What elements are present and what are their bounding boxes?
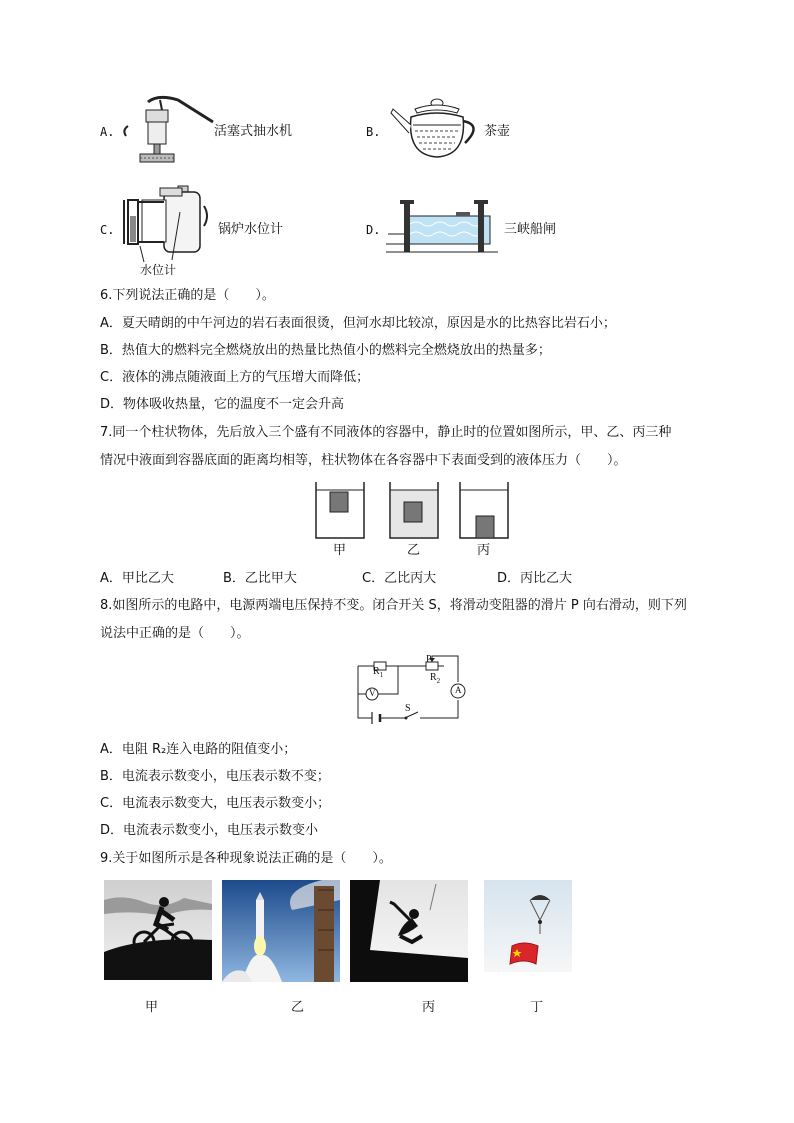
q5-option-c-label: 锅炉水位计 [218, 222, 284, 237]
q8-stem-line1: 8.如图所示的电路中，电源两端电压保持不变。闭合开关 S，将滑动变阻器的滑片 P 向右滑动，则下列 [100, 598, 687, 613]
q8-option-a: A．电阻 R₂连入电路的阻值变小； [100, 742, 297, 757]
container-jia [316, 482, 364, 538]
circuit-label-a: A [455, 685, 462, 695]
q8-option-c: C．电流表示数变大，电压表示数变小； [100, 796, 331, 811]
q7-stem-line2: 情况中液面到容器底面的距离均相等，柱状物体在各容器中下表面受到的液体压力（ ）。 [100, 453, 627, 468]
photo-rocket-launch [222, 880, 340, 982]
q8-option-b: B．电流表示数变小，电压表示数不变； [100, 769, 330, 784]
q5-option-b-letter: B. [366, 125, 381, 139]
q6-stem: 6.下列说法正确的是（ ）。 [100, 288, 275, 303]
q6-option-a: A．夏天晴朗的中午河边的岩石表面很烫，但河水却比较凉，原因是水的比热容比岩石小； [100, 316, 616, 331]
q9-label-jia: 甲 [145, 1000, 159, 1015]
q5-option-c-letter: C. [100, 223, 115, 237]
q7-containers-figure [314, 480, 518, 542]
q7-label-bing: 丙 [477, 543, 491, 558]
q7-option-c: C．乙比丙大 [362, 571, 437, 586]
teapot-icon [387, 95, 487, 165]
q8-stem-line2: 说法中正确的是（ ）。 [100, 626, 250, 641]
q8-option-d: D．电流表示数变小，电压表示数变小 [100, 823, 319, 838]
photo-parachute-flag [484, 880, 572, 972]
circuit-label-p: P [426, 654, 432, 665]
q9-label-yi: 乙 [291, 1000, 305, 1015]
q6-option-d: D．物体吸收热量，它的温度不一定会升高 [100, 397, 345, 412]
q9-label-ding: 丁 [530, 1000, 544, 1015]
container-bing [460, 482, 508, 538]
q7-option-b: B．乙比甲大 [223, 571, 297, 586]
q7-option-d: D．丙比乙大 [497, 571, 573, 586]
q5-option-d-label: 三峡船闸 [504, 222, 557, 237]
q6-option-c: C．液体的沸点随液面上方的气压增大而降低； [100, 370, 370, 385]
q7-label-jia: 甲 [333, 543, 347, 558]
photo-diver [350, 880, 468, 982]
ship-lock-icon [386, 198, 498, 258]
q5-option-d-letter: D. [366, 223, 381, 237]
q9-label-bing: 丙 [422, 1000, 436, 1015]
q5-option-b-label: 茶壶 [484, 124, 511, 139]
circuit-label-v: V [369, 688, 376, 698]
piston-pump-icon [118, 92, 218, 164]
photo-cyclist [104, 880, 212, 980]
container-yi [390, 482, 438, 538]
q5-option-a-label: 活塞式抽水机 [214, 124, 293, 139]
boiler-gauge-icon [120, 186, 212, 262]
q5-option-c-sublabel: 水位计 [140, 263, 177, 277]
circuit-label-r2: $R_2$ [430, 672, 441, 685]
q5-option-a-letter: A. [100, 125, 115, 139]
q7-label-yi: 乙 [407, 543, 421, 558]
q6-option-b: B．热值大的燃料完全燃烧放出的热量比热值小的燃料完全燃烧放出的热量多； [100, 343, 551, 358]
q9-stem: 9.关于如图所示是各种现象说法正确的是（ ）。 [100, 851, 392, 866]
q7-option-a: A．甲比乙大 [100, 571, 174, 586]
circuit-label-s: S [405, 703, 411, 714]
q7-stem-line1: 7.同一个柱状物体，先后放入三个盛有不同液体的容器中，静止时的位置如图所示，甲、乙、丙三种 [100, 425, 672, 440]
circuit-label-r1: $R_1$ [373, 666, 384, 679]
